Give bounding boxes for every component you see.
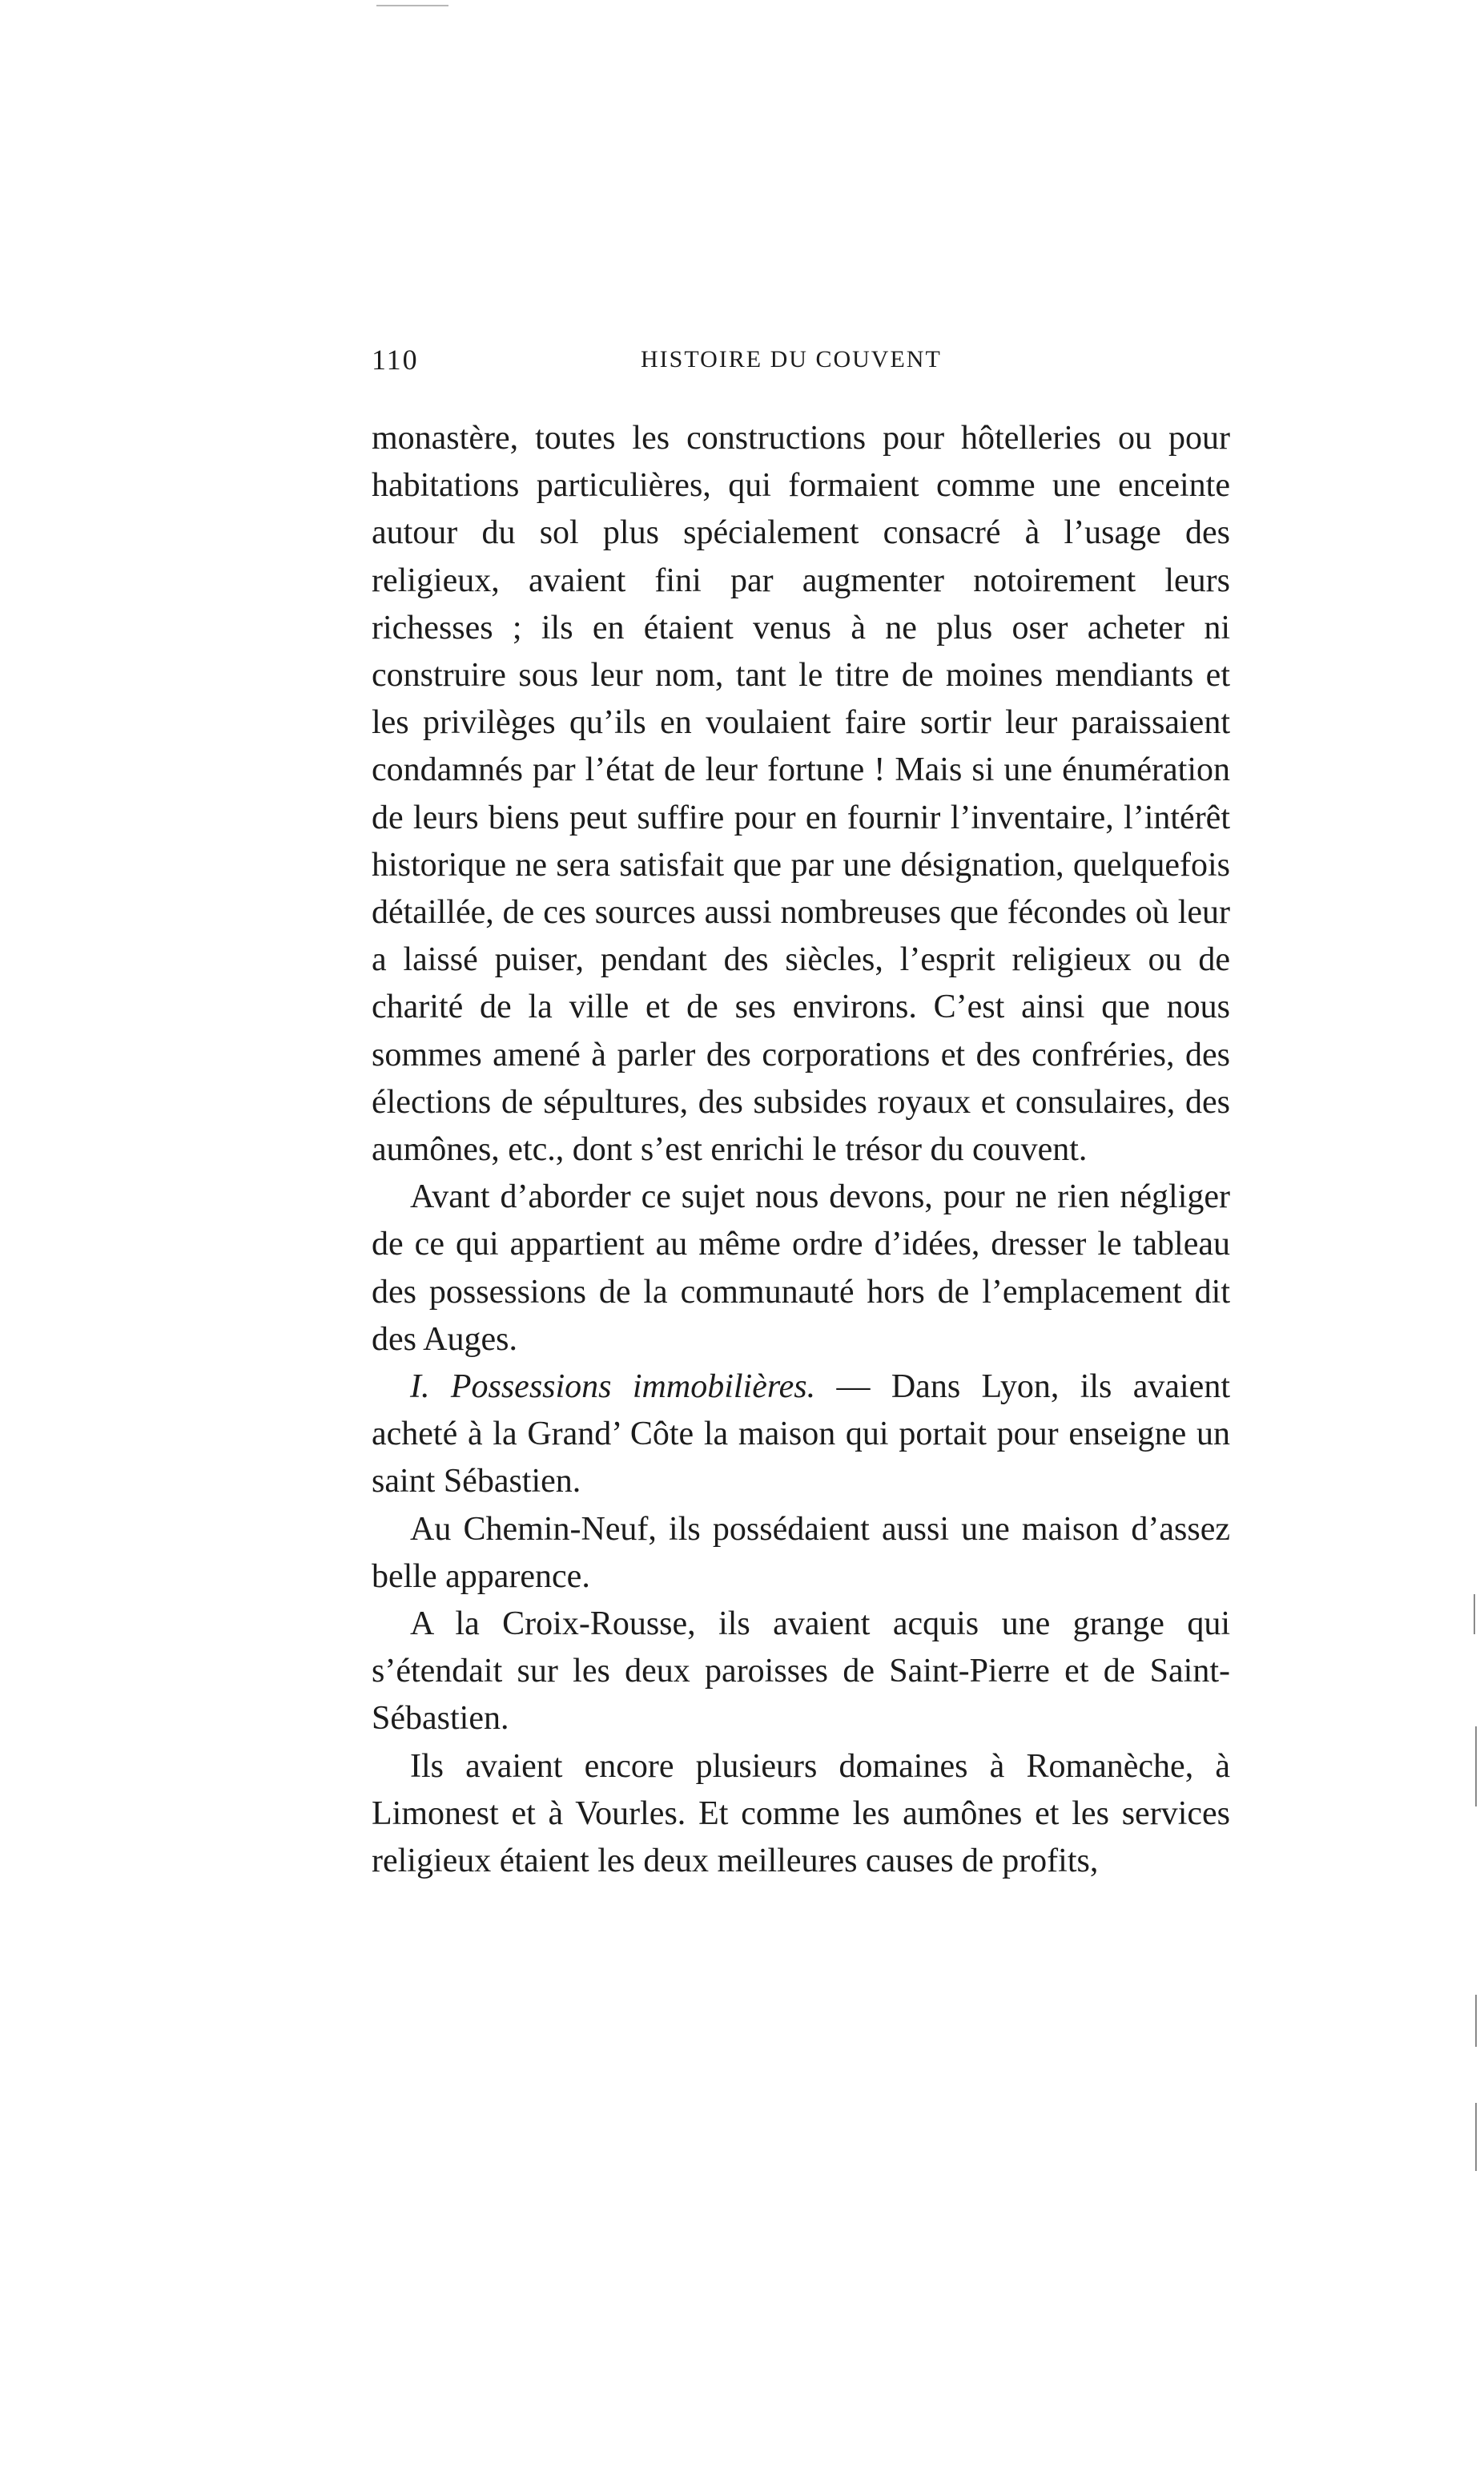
scan-artifact bbox=[1475, 1726, 1477, 1806]
body-text bbox=[372, 415, 1230, 1885]
page-number: 110 bbox=[372, 344, 419, 376]
scan-artifact bbox=[1475, 1995, 1477, 2047]
section-heading: I. Possessions immobilières. bbox=[410, 1368, 816, 1406]
running-head bbox=[372, 343, 1230, 391]
paragraph bbox=[372, 1363, 1230, 1506]
paragraph-text: — Dans Lyon, ils avaient acheté à la Grand’ Côte la maison qui portait pour enseigne un saint Sébastien. bbox=[372, 1368, 1230, 1500]
paragraph: Ils avaient encore plusieurs domaines à Romanèche, à Limonest et à Vourles. Et comme les aumônes et les services religieux étaient les deux meilleures causes de profits, bbox=[372, 1747, 1230, 1880]
scan-artifact bbox=[1474, 1594, 1475, 1634]
paragraph: Avant d’aborder ce sujet nous devons, pour ne rien négliger de ce qui appartient au même ordre d’idées, dresser le tableau des possessions de la communauté hors de l’emplacement dit des Auges. bbox=[372, 1178, 1230, 1358]
running-title: HISTOIRE DU COUVENT bbox=[641, 346, 942, 373]
scan-artifact bbox=[1475, 2103, 1477, 2171]
paragraph: A la Croix-Rousse, ils avaient acquis une grange qui s’étendait sur les deux paroisses de Saint-Pierre et de Saint-Sébastien. bbox=[372, 1605, 1230, 1738]
paragraph: Au Chemin-Neuf, ils possédaient aussi une maison d’assez belle apparence. bbox=[372, 1510, 1230, 1595]
scan-artifact bbox=[376, 5, 448, 6]
paragraph: monastère, toutes les constructions pour hôtelleries ou pour habitations particulières, qui formaient comme une enceinte autour du sol plus spécialement consacré à l’usage des religieux, avaient fini par augmenter notoirement leurs richesses ; ils en étaient venus à ne plus oser acheter ni construire sous leur nom, tant le titre de moines mendiants et les privilèges qu’ils en voulaient faire sortir leur paraissaient condamnés par l’état de leur fortune ! Mais si une énumération de leurs biens peut suffire pour en fournir l’inventaire, l’intérêt historique ne sera satisfait que par une désignation, quelquefois détaillée, de ces sources aussi nombreuses que fécondes où leur a laissé puiser, pendant des siècles, l’esprit religieux ou de charité de la ville et de ses environs. C’est ainsi que nous sommes amené à parler des corporations et des confréries, des élections de sépultures, des subsides royaux et consulaires, des aumônes, etc., dont s’est enrichi le trésor du couvent. bbox=[372, 420, 1230, 1169]
